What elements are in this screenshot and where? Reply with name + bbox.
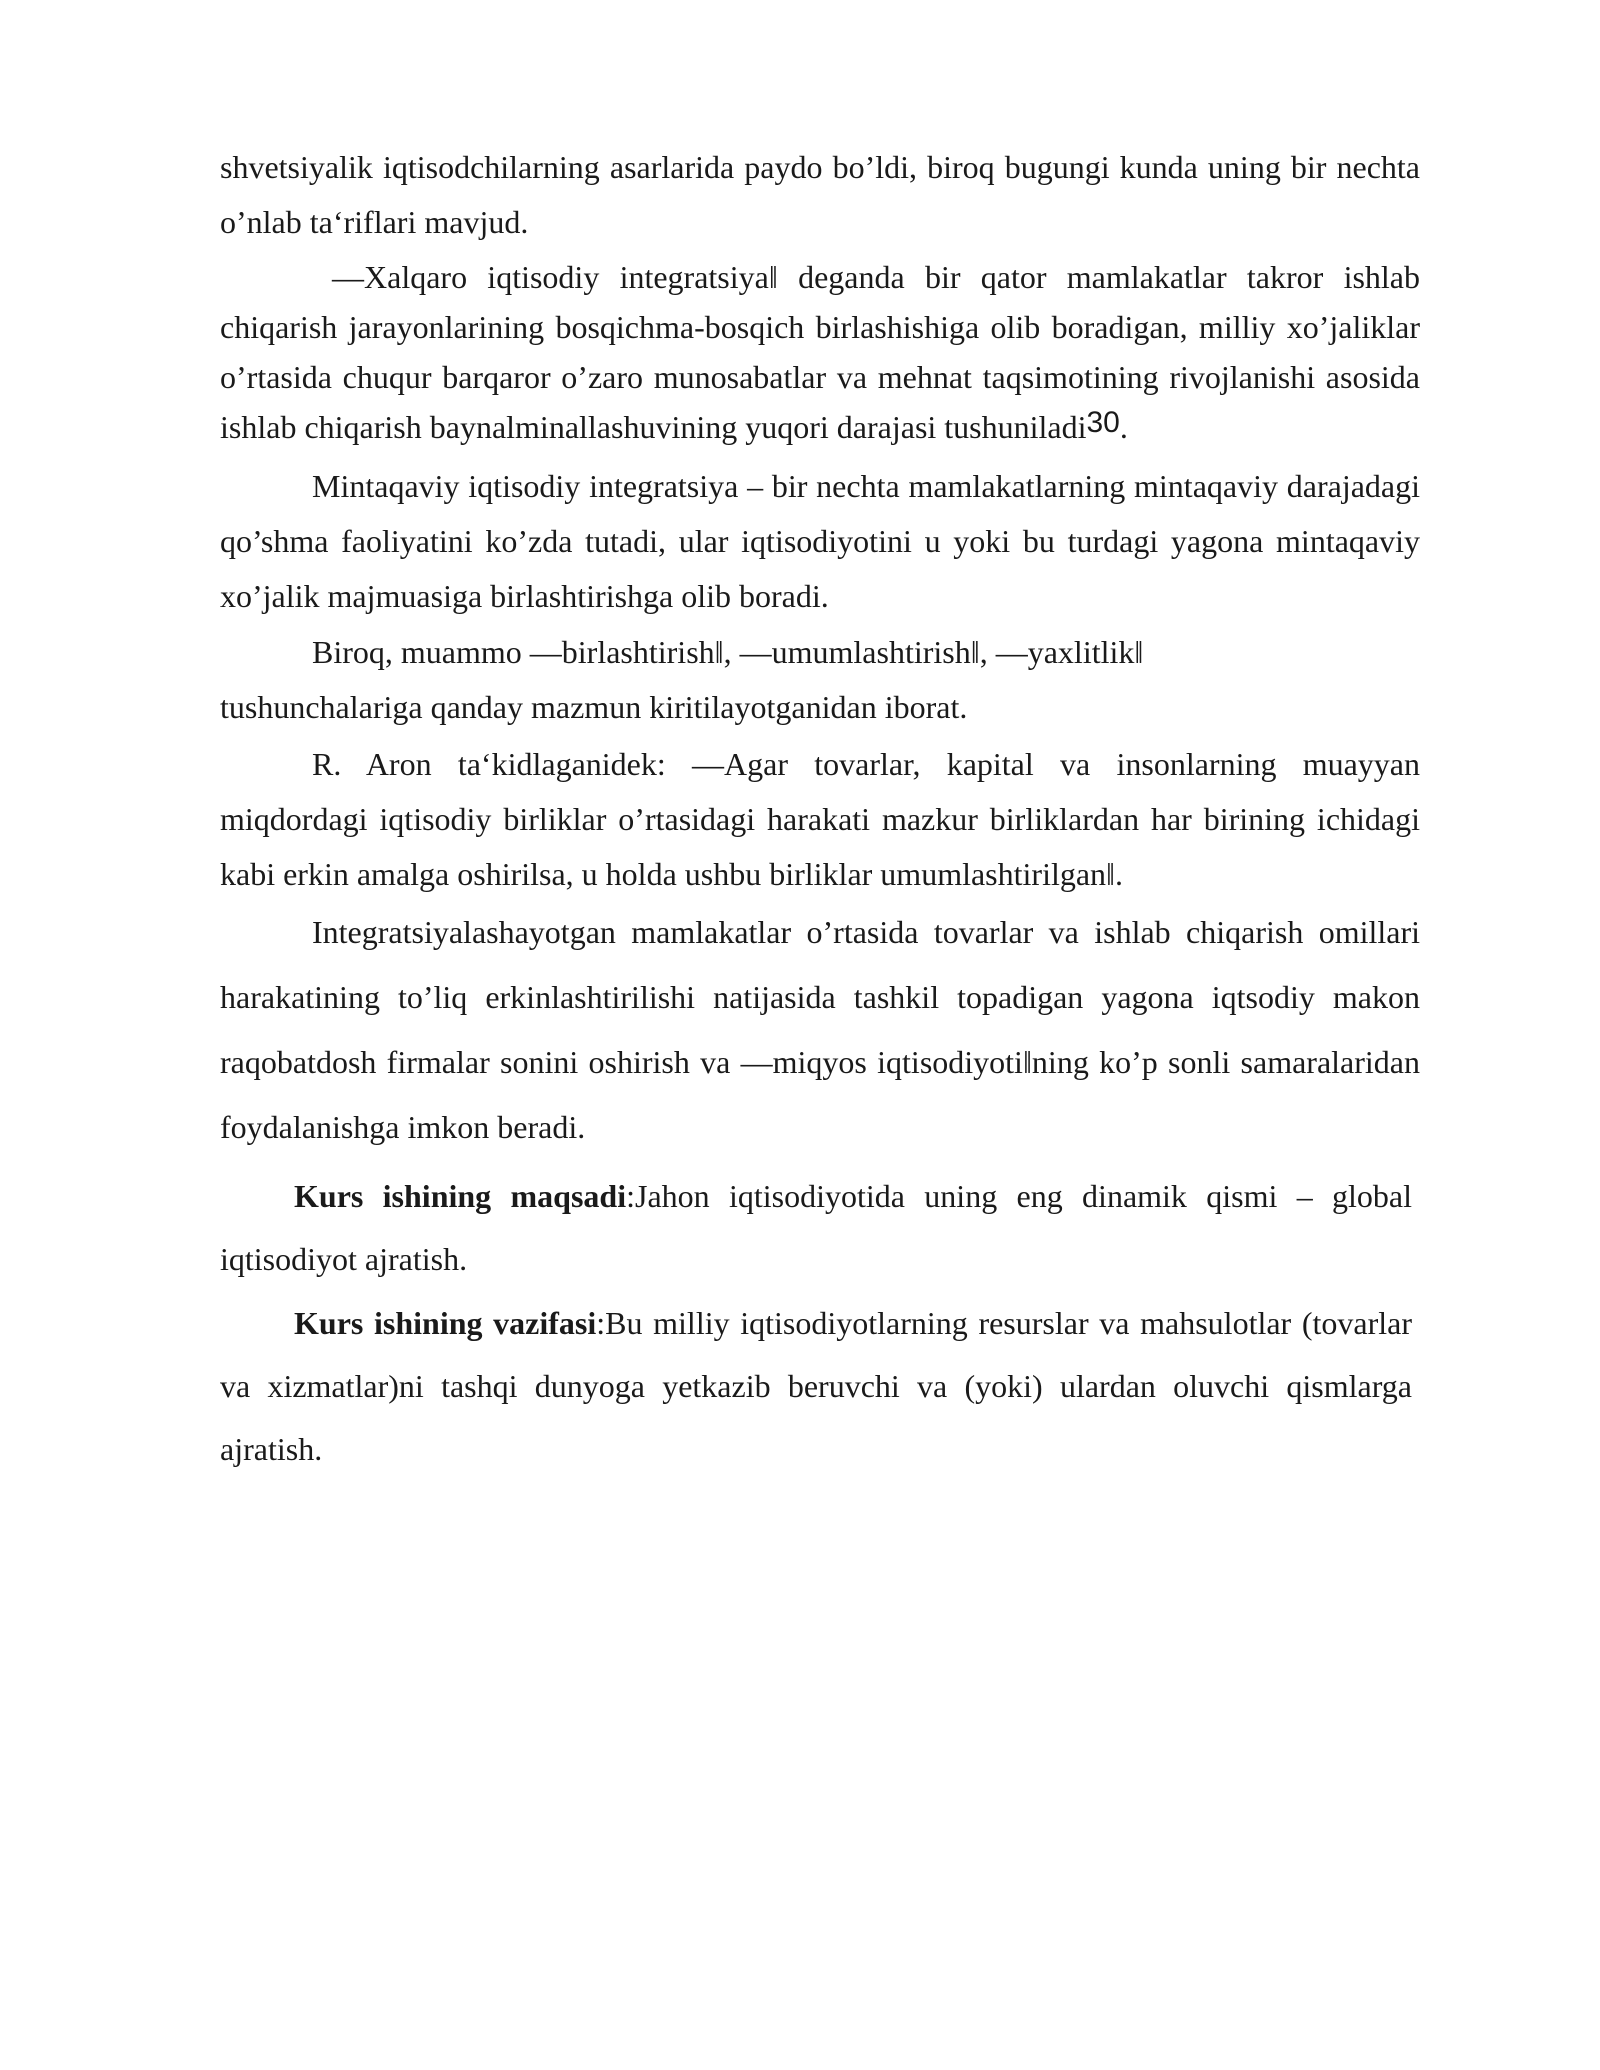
paragraph-intro-continuation: shvetsiyalik iqtisodchilarning asarlarida paydo bo’ldi, biroq bugungi kunda uning bir nechta o’nlab ta‘riflari mavjud. xyxy=(220,149,1420,240)
document-page xyxy=(220,140,1432,1481)
paragraph-integration-space: Integratsiyalashayotgan mamlakatlar o’rtasida tovarlar va ishlab chiqarish omillari harakatining to’liq erkinlashtirilishi natijasida tashkil topadigan yagona iqtsodiy makon raqobatdosh firmalar sonini oshirish va ―miqyos iqtisodiyoti‖ning ko’p sonli samaralaridan foydalanishga imkon beradi. xyxy=(220,914,1420,1145)
problem-line-2: tushunchalariga qanday mazmun kiritilayotganidan iborat. xyxy=(220,689,968,725)
footnote-marker: 30 xyxy=(1086,406,1120,439)
course-task-label: Kurs ishining vazifasi xyxy=(294,1305,597,1341)
paragraph-aron-quote: R. Aron ta‘kidlaganidek: ―Agar tovarlar, kapital va insonlarning muayyan miqdordagi iqtisodiy birliklar o’rtasidagi harakati mazkur birliklardan har birining ichidagi kabi erkin amalga oshirilsa, u holda ushbu birliklar umumlashtirilgan‖. xyxy=(220,746,1420,892)
problem-line-1: Biroq, muammo ―birlashtirish‖, ―umumlashtirish‖, ―yaxlitlik‖ xyxy=(312,634,1144,670)
definition-text: ―Xalqaro iqtisodiy integratsiya‖ deganda bir qator mamlakatlar takror ishlab chiqarish jarayonlarining bosqichma-bosqich birlashishiga olib boradigan, milliy xo’jaliklar o’rtasida chuqur barqaror o’zaro munosabatlar va mehnat taqsimotining rivojlanishi asosida ishlab chiqarish baynalminallashuvining yuqori darajasi tushuniladi xyxy=(220,259,1420,445)
paragraph-course-goal xyxy=(220,1165,1412,1291)
definition-end: . xyxy=(1119,409,1128,445)
paragraph-problem xyxy=(220,625,1420,735)
paragraph-course-task xyxy=(220,1292,1412,1481)
paragraph-regional-integration: Mintaqaviy iqtisodiy integratsiya – bir nechta mamlakatlarning mintaqaviy darajadagi qo’shma faoliyatini ko’zda tutadi, ular iqtisodiyotini u yoki bu turdagi yagona mintaqaviy xo’jalik majmuasiga birlashtirishga olib boradi. xyxy=(220,468,1420,614)
paragraph-international-integration-definition xyxy=(220,252,1420,454)
course-goal-text: :Jahon iqtisodiyotida uning eng dinamik qismi – global iqtisodiyot ajratish. xyxy=(220,1178,1413,1277)
course-task-text: :Bu milliy iqtisodiyotlarning resurslar va mahsulotlar (tovarlar va xizmatlar)ni tashqi dunyoga yetkazib beruvchi va (yoki) ulardan oluvchi qismlarga ajratish. xyxy=(220,1305,1413,1467)
course-goal-label: Kurs ishining maqsadi xyxy=(294,1178,627,1214)
